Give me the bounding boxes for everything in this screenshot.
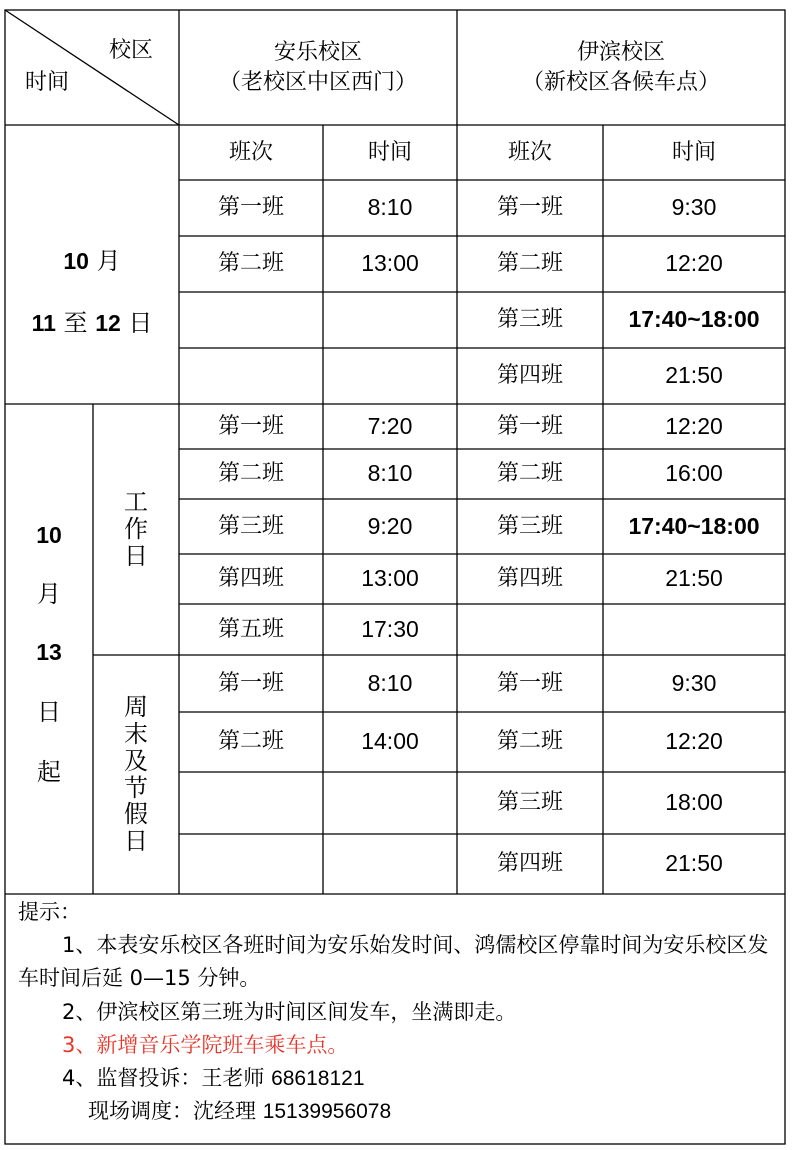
period2-date [5, 494, 93, 814]
wd-r5-a-shift: 第五班 [217, 616, 284, 642]
campus-a-sub: （老校区中区西门） [218, 69, 417, 95]
note-4 [18, 1062, 782, 1095]
note-3: 3、新增音乐学院班车乘车点。 [62, 1032, 349, 1057]
we-r2-b-shift: 第二班 [496, 729, 563, 755]
we-r1-a-time: 8:10 [367, 669, 413, 696]
p1-r1-b-time: 9:30 [671, 194, 717, 221]
note-4-phone: 68618121 [271, 1066, 365, 1090]
p1-r1-b-shift: 第一班 [496, 195, 563, 221]
wd-r3-b-time: 17:40~18:00 [628, 512, 760, 539]
col-a-shift-label: 班次 [228, 139, 273, 165]
p1-r2-a-time: 13:00 [361, 250, 419, 277]
note-5-label: 现场调度：沈经理 [88, 1099, 256, 1124]
wd-r1-b-shift: 第一班 [496, 413, 563, 439]
campus-b-sub: （新校区各候车点） [521, 69, 720, 95]
period2-month-unit: 月 [37, 580, 61, 608]
wd-r4-b-shift: 第四班 [496, 566, 563, 592]
period2-day-unit: 日 [37, 697, 61, 726]
corner-time-label: 时间 [24, 70, 69, 96]
we-r2-b-time: 12:20 [665, 728, 723, 755]
note-5 [18, 1095, 782, 1128]
wd-r1-a-time: 7:20 [367, 412, 413, 439]
period1-month-line: 10 月 [63, 246, 121, 275]
col-b-time-label: 时间 [671, 139, 716, 165]
workday-label: 工 作 日 [124, 488, 148, 570]
wd-r4-b-time: 21:50 [665, 565, 723, 592]
wd-r4-a-time: 13:00 [361, 565, 419, 592]
note-5-phone: 15139956078 [262, 1100, 392, 1124]
p1-r1-a-shift: 第一班 [217, 195, 284, 221]
period2-month: 10 [36, 521, 62, 548]
wd-r4-a-shift: 第四班 [217, 566, 284, 592]
wd-r3-a-time: 9:20 [367, 512, 413, 539]
wd-r3-a-shift: 第三班 [217, 513, 284, 539]
p1-r2-b-shift: 第二班 [496, 251, 563, 277]
we-r1-b-time: 9:30 [671, 669, 717, 696]
p1-r4-b-time: 21:50 [665, 362, 723, 389]
period2-day: 13 [36, 639, 62, 665]
note-4-label: 4、监督投诉：王老师 [62, 1065, 265, 1090]
campus-b-name: 伊滨校区 [576, 39, 665, 65]
wd-r5-a-time: 17:30 [361, 615, 419, 642]
period1-day-line: 11 至 12 日 [31, 309, 153, 337]
we-r1-a-shift: 第一班 [217, 670, 284, 696]
p1-r2-b-time: 12:20 [665, 250, 723, 277]
p1-r4-b-shift: 第四班 [496, 363, 563, 389]
note-1: 1、本表安乐校区各班时间为安乐始发时间、鸿儒校区停靠时间为安乐校区发车时间后延 0—15 分钟。 [18, 933, 769, 991]
p1-r3-b-time: 17:40~18:00 [628, 306, 760, 333]
notes-title: 提示： [18, 900, 81, 924]
corner-campus-label: 校区 [108, 38, 153, 64]
we-r2-a-time: 14:00 [361, 728, 419, 755]
we-r1-b-shift: 第一班 [496, 670, 563, 696]
col-b-shift-label: 班次 [507, 139, 552, 165]
we-r3-b-shift: 第三班 [496, 790, 563, 816]
we-r4-b-time: 21:50 [665, 850, 723, 877]
period1-date [5, 180, 179, 404]
wd-r2-b-time: 16:00 [665, 460, 723, 487]
we-r4-b-shift: 第四班 [496, 851, 563, 877]
we-r2-a-shift: 第二班 [217, 729, 284, 755]
col-a-time-label: 时间 [367, 139, 412, 165]
wd-r1-a-shift: 第一班 [217, 413, 284, 439]
p1-r1-a-time: 8:10 [367, 194, 413, 221]
wd-r1-b-time: 12:20 [665, 412, 723, 439]
wd-r2-b-shift: 第二班 [496, 461, 563, 487]
campus-b-header [457, 10, 785, 125]
p1-r2-a-shift: 第二班 [217, 251, 284, 277]
campus-a-name: 安乐校区 [273, 39, 362, 65]
wd-r3-b-shift: 第三班 [496, 513, 563, 539]
wd-r2-a-shift: 第二班 [217, 461, 284, 487]
note-2: 2、伊滨校区第三班为时间区间发车，坐满即走。 [62, 999, 517, 1024]
p1-r3-b-shift: 第三班 [496, 307, 563, 333]
we-r3-b-time: 18:00 [665, 789, 723, 816]
period2-start: 起 [37, 757, 61, 786]
weekend-label: 周 末 及 节 假 日 [124, 692, 148, 856]
campus-a-header [179, 10, 457, 125]
notes-section [18, 896, 782, 1128]
wd-r2-a-time: 8:10 [367, 460, 413, 487]
